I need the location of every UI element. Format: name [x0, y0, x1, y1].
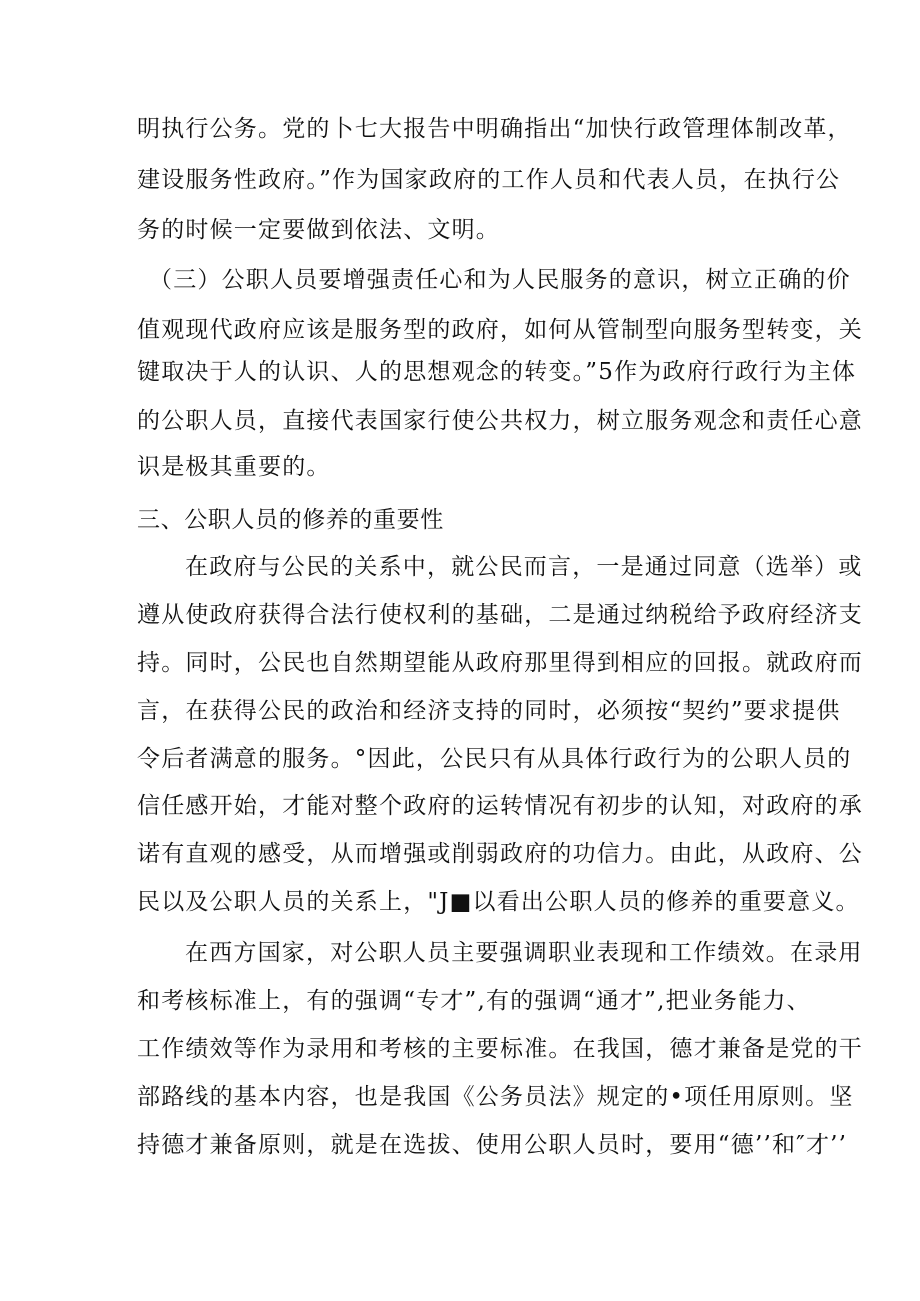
- text-line: 键取决于人的认识、人的思想观念的转变。”5作为政府行政行为主体: [137, 359, 857, 385]
- text-line: 建设服务性政府。”作为国家政府的工作人员和代表人员，在执行公: [137, 167, 841, 193]
- text-line: 部路线的基本内容，也是我国《公务员法》规定的•项任用原则。坚: [137, 1084, 854, 1110]
- section-heading: 三、公职人员的修养的重要性: [137, 507, 444, 533]
- section-subheading: （三）公职人员要增强责任心和为人民服务的意识，树立正确的价: [149, 267, 851, 293]
- text-line: 言，在获得公民的政治和经济支持的同时，必须按“契约”要求提供: [137, 698, 841, 724]
- text-line: 持德才兼备原则，就是在选拔、使用公职人员时，要用“德’’和″才’’: [137, 1132, 848, 1158]
- paragraph-first-line: 在西方国家，对公职人员主要强调职业表现和工作绩效。在录用: [185, 940, 863, 966]
- text-line: 持。同时，公民也自然期望能从政府那里得到相应的回报。就政府而: [137, 650, 863, 676]
- text-line: 民以及公职人员的关系上，"J■以看出公职人员的修养的重要意义。: [137, 889, 860, 915]
- text-line: 信任感开始，才能对整个政府的运转情况有初步的认知，对政府的承: [137, 793, 863, 819]
- text-line: 明执行公务。党的卜七大报告中明确指出“加快行政管理体制改革，: [137, 116, 852, 142]
- text-line: 务的时候一定要做到依法、文明。: [137, 217, 500, 243]
- text-line: 工作绩效等作为录用和考核的主要标准。在我国，德才兼备是党的干: [137, 1036, 863, 1062]
- text-line: 识是极其重要的。: [137, 454, 331, 480]
- text-line: 令后者满意的服务。°因此，公民只有从具体行政行为的公职人员的: [137, 746, 852, 772]
- text-line: 和考核标准上，有的强调“专才”,有的强调“通才”,把业务能力、: [137, 988, 811, 1014]
- text-line: 值观现代政府应该是服务型的政府，如何从管制型向服务型转变，关: [137, 317, 863, 343]
- text-line: 诺有直观的感受，从而增强或削弱政府的功信力。由此，从政府、公: [137, 841, 863, 867]
- text-line: 的公职人员，直接代表国家行使公共权力，树立服务观念和责任心意: [137, 408, 863, 434]
- text-line: 遵从使政府获得合法行使权利的基础，二是通过纳税给予政府经济支: [137, 602, 863, 628]
- paragraph-first-line: 在政府与公民的关系中，就公民而言，一是通过同意（选举）或: [185, 554, 863, 580]
